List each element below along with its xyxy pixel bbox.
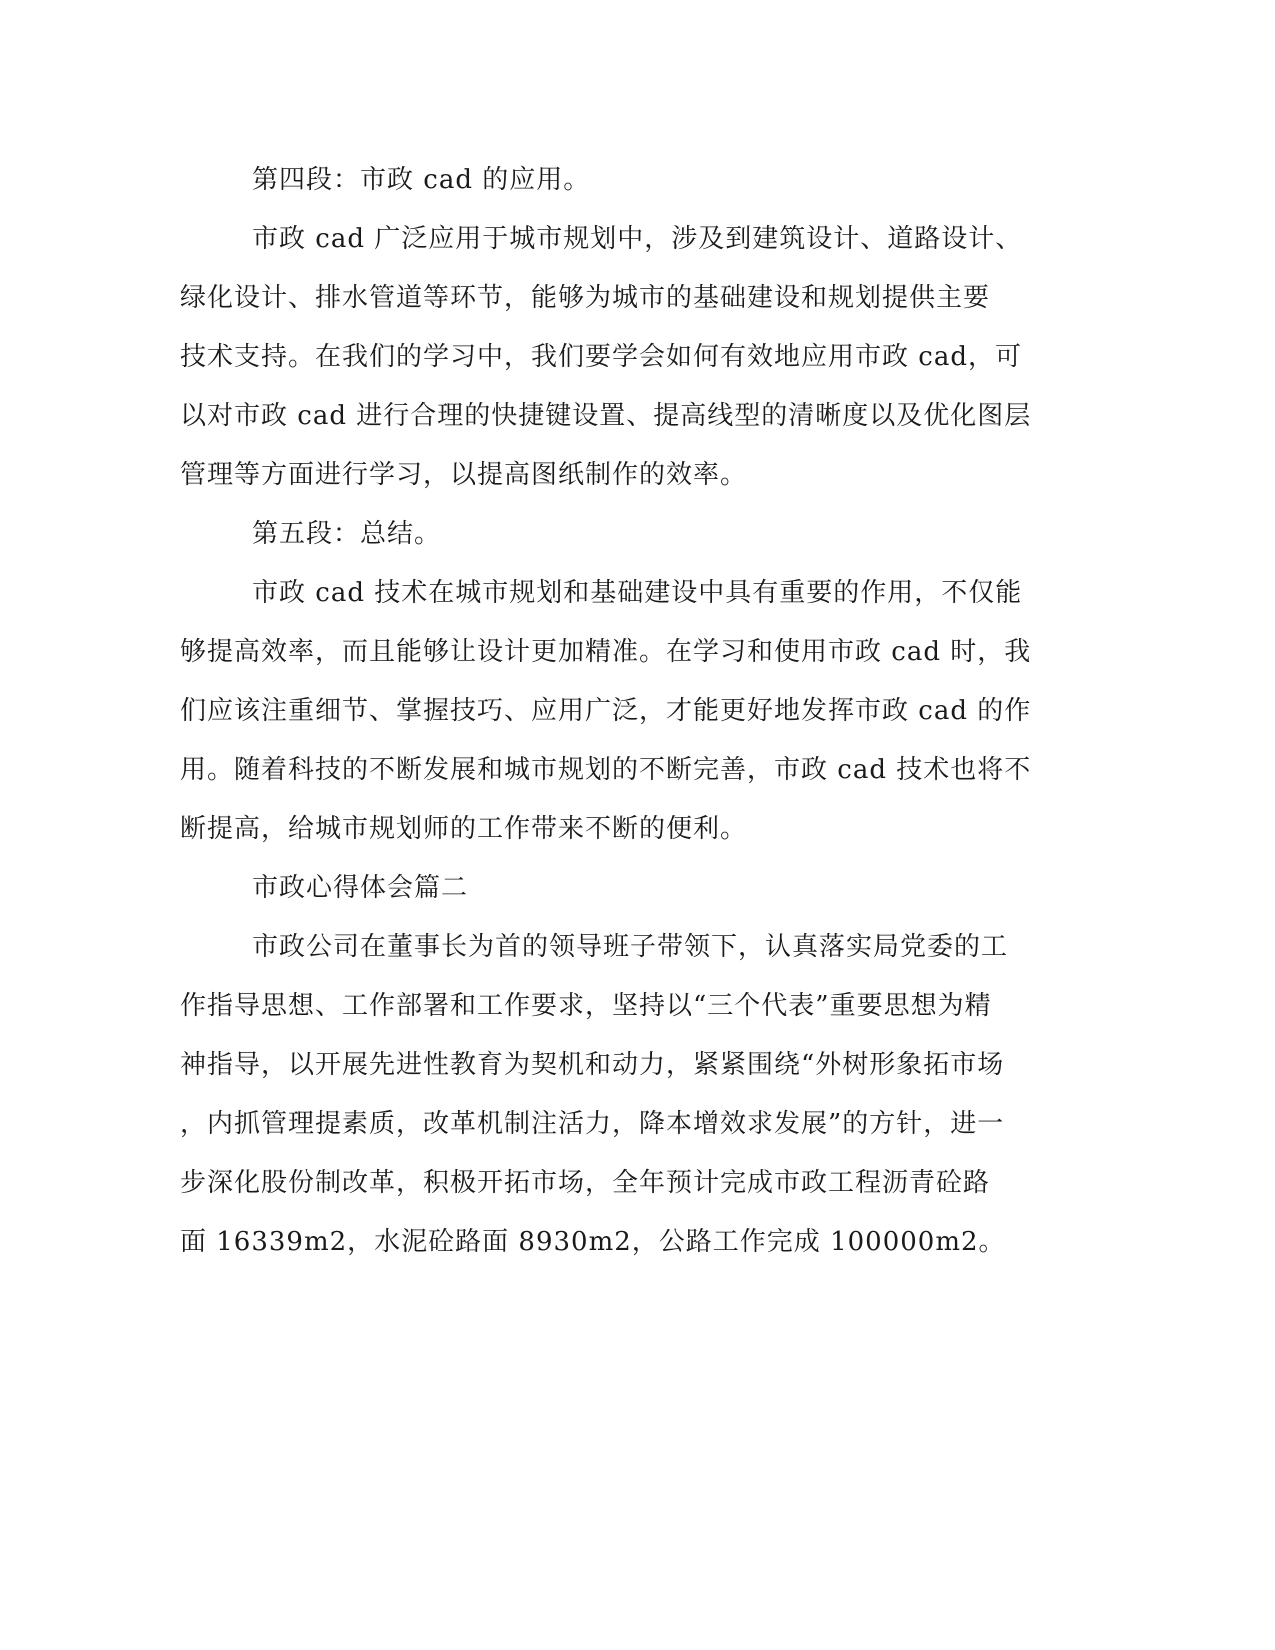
section-heading-4: 第四段：市政 cad 的应用。 bbox=[252, 165, 591, 195]
paragraph-line: 断提高，给城市规划师的工作带来不断的便利。 bbox=[180, 814, 748, 844]
paragraph-line: 技术支持。在我们的学习中，我们要学会如何有效地应用市政 cad，可 bbox=[180, 342, 1022, 372]
section-heading-5: 第五段：总结。 bbox=[252, 519, 442, 549]
paragraph-line: 绿化设计、排水管道等环节，能够为城市的基础建设和规划提供主要 bbox=[180, 283, 991, 313]
paragraph-line: 们应该注重细节、掌握技巧、应用广泛，才能更好地发挥市政 cad 的作 bbox=[180, 696, 1032, 726]
paragraph-line: 市政公司在董事长为首的领导班子带领下，认真落实局党委的工 bbox=[252, 932, 1009, 962]
paragraph-line: 管理等方面进行学习，以提高图纸制作的效率。 bbox=[180, 460, 748, 490]
article-title: 市政心得体会篇二 bbox=[252, 873, 469, 903]
paragraph-line: 神指导，以开展先进性教育为契机和动力，紧紧围绕“外树形象拓市场 bbox=[180, 1050, 1005, 1080]
paragraph-line: 市政 cad 技术在城市规划和基础建设中具有重要的作用，不仅能 bbox=[252, 578, 1023, 608]
paragraph-line: 作指导思想、工作部署和工作要求，坚持以“三个代表”重要思想为精 bbox=[180, 991, 992, 1021]
paragraph-line: 够提高效率，而且能够让设计更加精准。在学习和使用市政 cad 时，我 bbox=[180, 637, 1032, 667]
paragraph-line: 以对市政 cad 进行合理的快捷键设置、提高线型的清晰度以及优化图层 bbox=[180, 401, 1032, 431]
paragraph-line: ，内抓管理提素质，改革机制注活力，降本增效求发展”的方针，进一 bbox=[180, 1109, 1005, 1139]
paragraph-line: 市政 cad 广泛应用于城市规划中，涉及到建筑设计、道路设计、 bbox=[252, 224, 1023, 254]
paragraph-line: 用。随着科技的不断发展和城市规划的不断完善，市政 cad 技术也将不 bbox=[180, 755, 1032, 785]
paragraph-line: 步深化股份制改革，积极开拓市场，全年预计完成市政工程沥青砼路 bbox=[180, 1168, 991, 1198]
paragraph-line: 面 16339m2，水泥砼路面 8930m2，公路工作完成 100000m2。 bbox=[180, 1227, 1006, 1257]
